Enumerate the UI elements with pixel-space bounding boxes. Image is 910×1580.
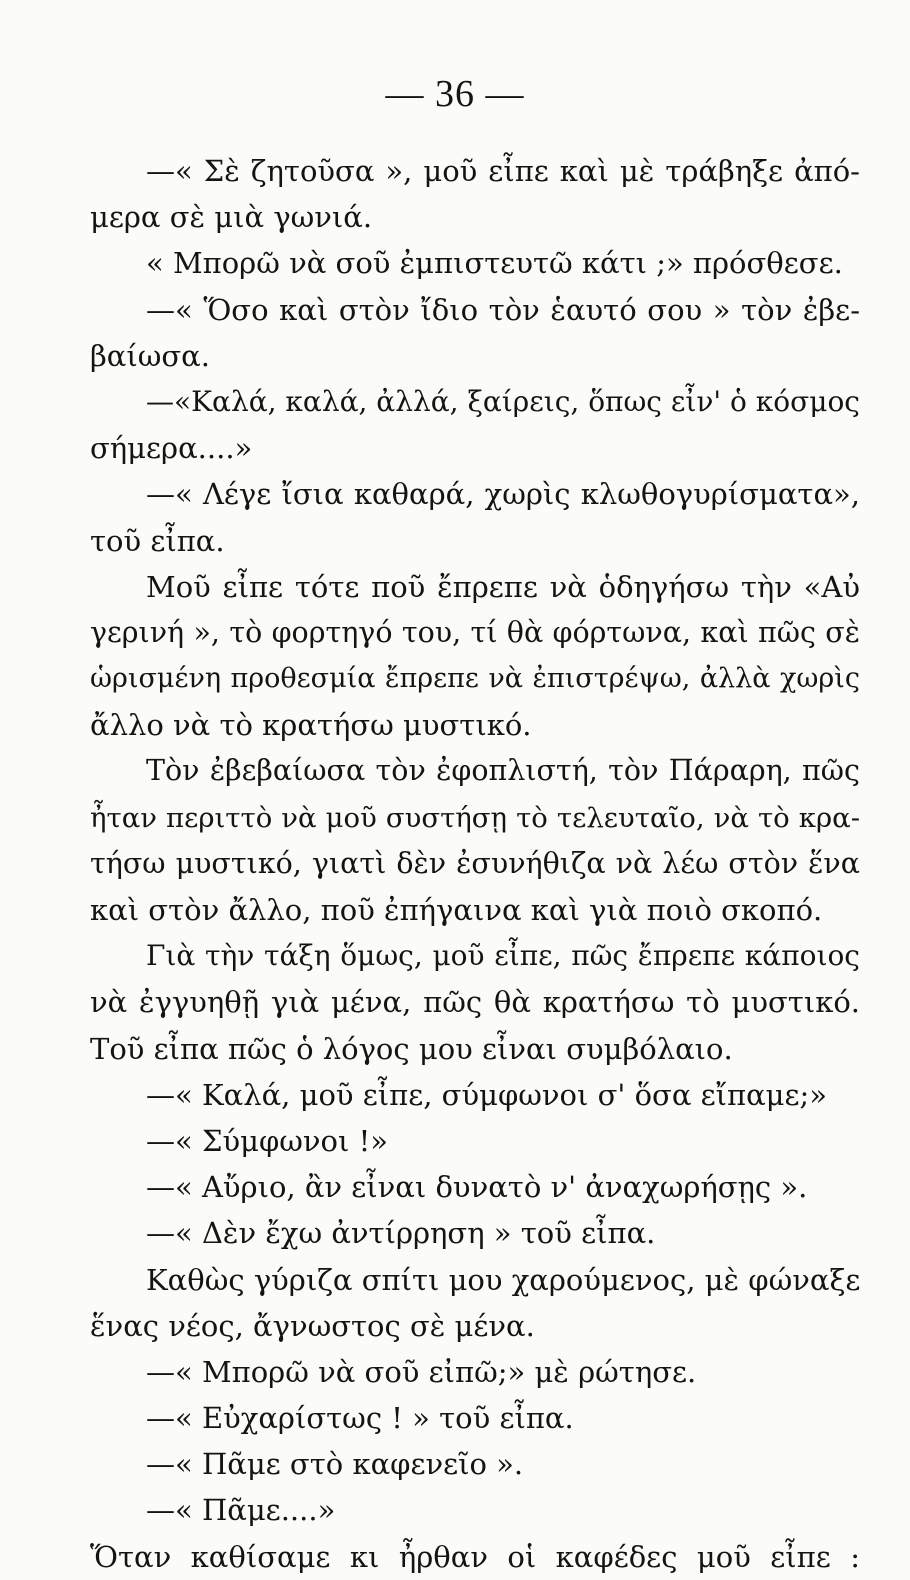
text-line: Τὸν ἐβεβαίωσα τὸν ἐφοπλιστή, τὸν Πάραρη, πῶς [146, 754, 860, 788]
text-line: —« Ὅσο καὶ στὸν ἴδιο τὸν ἑαυτό σου » τὸν ἐβε- [146, 292, 860, 327]
page-number: — 36 — [385, 73, 525, 115]
text-line: ἦταν περιττὸ νὰ μοῦ συστήσῃ τὸ τελευταῖο, νὰ τὸ κρα- [90, 801, 860, 834]
text-line: ὡρισμένη προθεσμία ἔπρεπε νὰ ἐπιστρέψω, ἀλλὰ χωρὶς [90, 663, 860, 695]
text-line: τοῦ εἶπα. [90, 523, 225, 558]
text-line: —« Αὔριο, ἂν εἶναι δυνατὸ ν' ἀναχωρήσῃς ». [146, 1170, 808, 1205]
text-line: μερα σὲ μιὰ γωνιά. [90, 200, 373, 235]
text-line: —« Μπορῶ νὰ σοῦ εἰπῶ;» μὲ ρώτησε. [146, 1354, 697, 1389]
text-line: βαίωσα. [90, 338, 210, 373]
text-line: —« Πᾶμε στὸ καφενεῖο ». [146, 1447, 524, 1482]
text-line: —«Καλά, καλά, ἀλλά, ξαίρεις, ὅπως εἶν' ὁ κόσμος [146, 384, 860, 418]
text-line: —« Σὲ ζητοῦσα », μοῦ εἶπε καὶ μὲ τράβηξε ἀπό- [146, 154, 860, 188]
text-line: Καθὼς γύριζα σπίτι μου χαρούμενος, μὲ φώναξε [146, 1262, 861, 1297]
text-line: —« Δὲν ἔχω ἀντίρρηση » τοῦ εἶπα. [146, 1216, 656, 1251]
text-line: νὰ ἐγγυηθῇ γιὰ μένα, πῶς θὰ κρατήσω τὸ μυστικό. [90, 985, 860, 1020]
text-line: καὶ στὸν ἄλλο, ποῦ ἐπήγαινα καὶ γιὰ ποιὸ σκοπό. [90, 893, 823, 927]
text-line: ἄλλο νὰ τὸ κρατήσω μυστικό. [90, 708, 532, 743]
text-line: τήσω μυστικό, γιατὶ δὲν ἐσυνήθιζα νὰ λέω στὸν ἕνα [90, 846, 860, 880]
text-line: —« Σύμφωνοι !» [146, 1123, 388, 1158]
text-line: Ὅταν καθίσαμε κι ἦρθαν οἱ καφέδες μοῦ εἶπε : [90, 1539, 860, 1574]
text-line: —« Καλά, μοῦ εἶπε, σύμφωνοι σ' ὅσα εἴπαμε;» [146, 1077, 828, 1112]
text-line: « Μπορῶ νὰ σοῦ ἐμπιστευτῶ κάτι ;» πρόσθεσε. [146, 246, 843, 281]
text-line: Τοῦ εἶπα πῶς ὁ λόγος μου εἶναι συμβόλαιο. [90, 1031, 733, 1066]
text-line: —« Εὐχαρίστως ! » τοῦ εἶπα. [146, 1401, 574, 1436]
text-line: ἕνας νέος, ἄγνωστος σὲ μένα. [90, 1308, 535, 1343]
text-line: —« Λέγε ἴσια καθαρά, χωρὶς κλωθογυρίσματα», [146, 477, 860, 512]
text-line: Μοῦ εἶπε τότε ποῦ ἔπρεπε νὰ ὁδηγήσω τὴν «Αὐ [146, 569, 860, 604]
page-text [90, 148, 860, 1580]
text-line: —« Πᾶμε....» [146, 1493, 336, 1528]
text-line: σήμερα....» [90, 431, 253, 466]
text-line: γερινή », τὸ φορτηγό του, τί θὰ φόρτωνα, καὶ πῶς σὲ [90, 615, 860, 649]
text-line: Γιὰ τὴν τάξη ὅμως, μοῦ εἶπε, πῶς ἔπρεπε κάποιος [146, 939, 860, 973]
